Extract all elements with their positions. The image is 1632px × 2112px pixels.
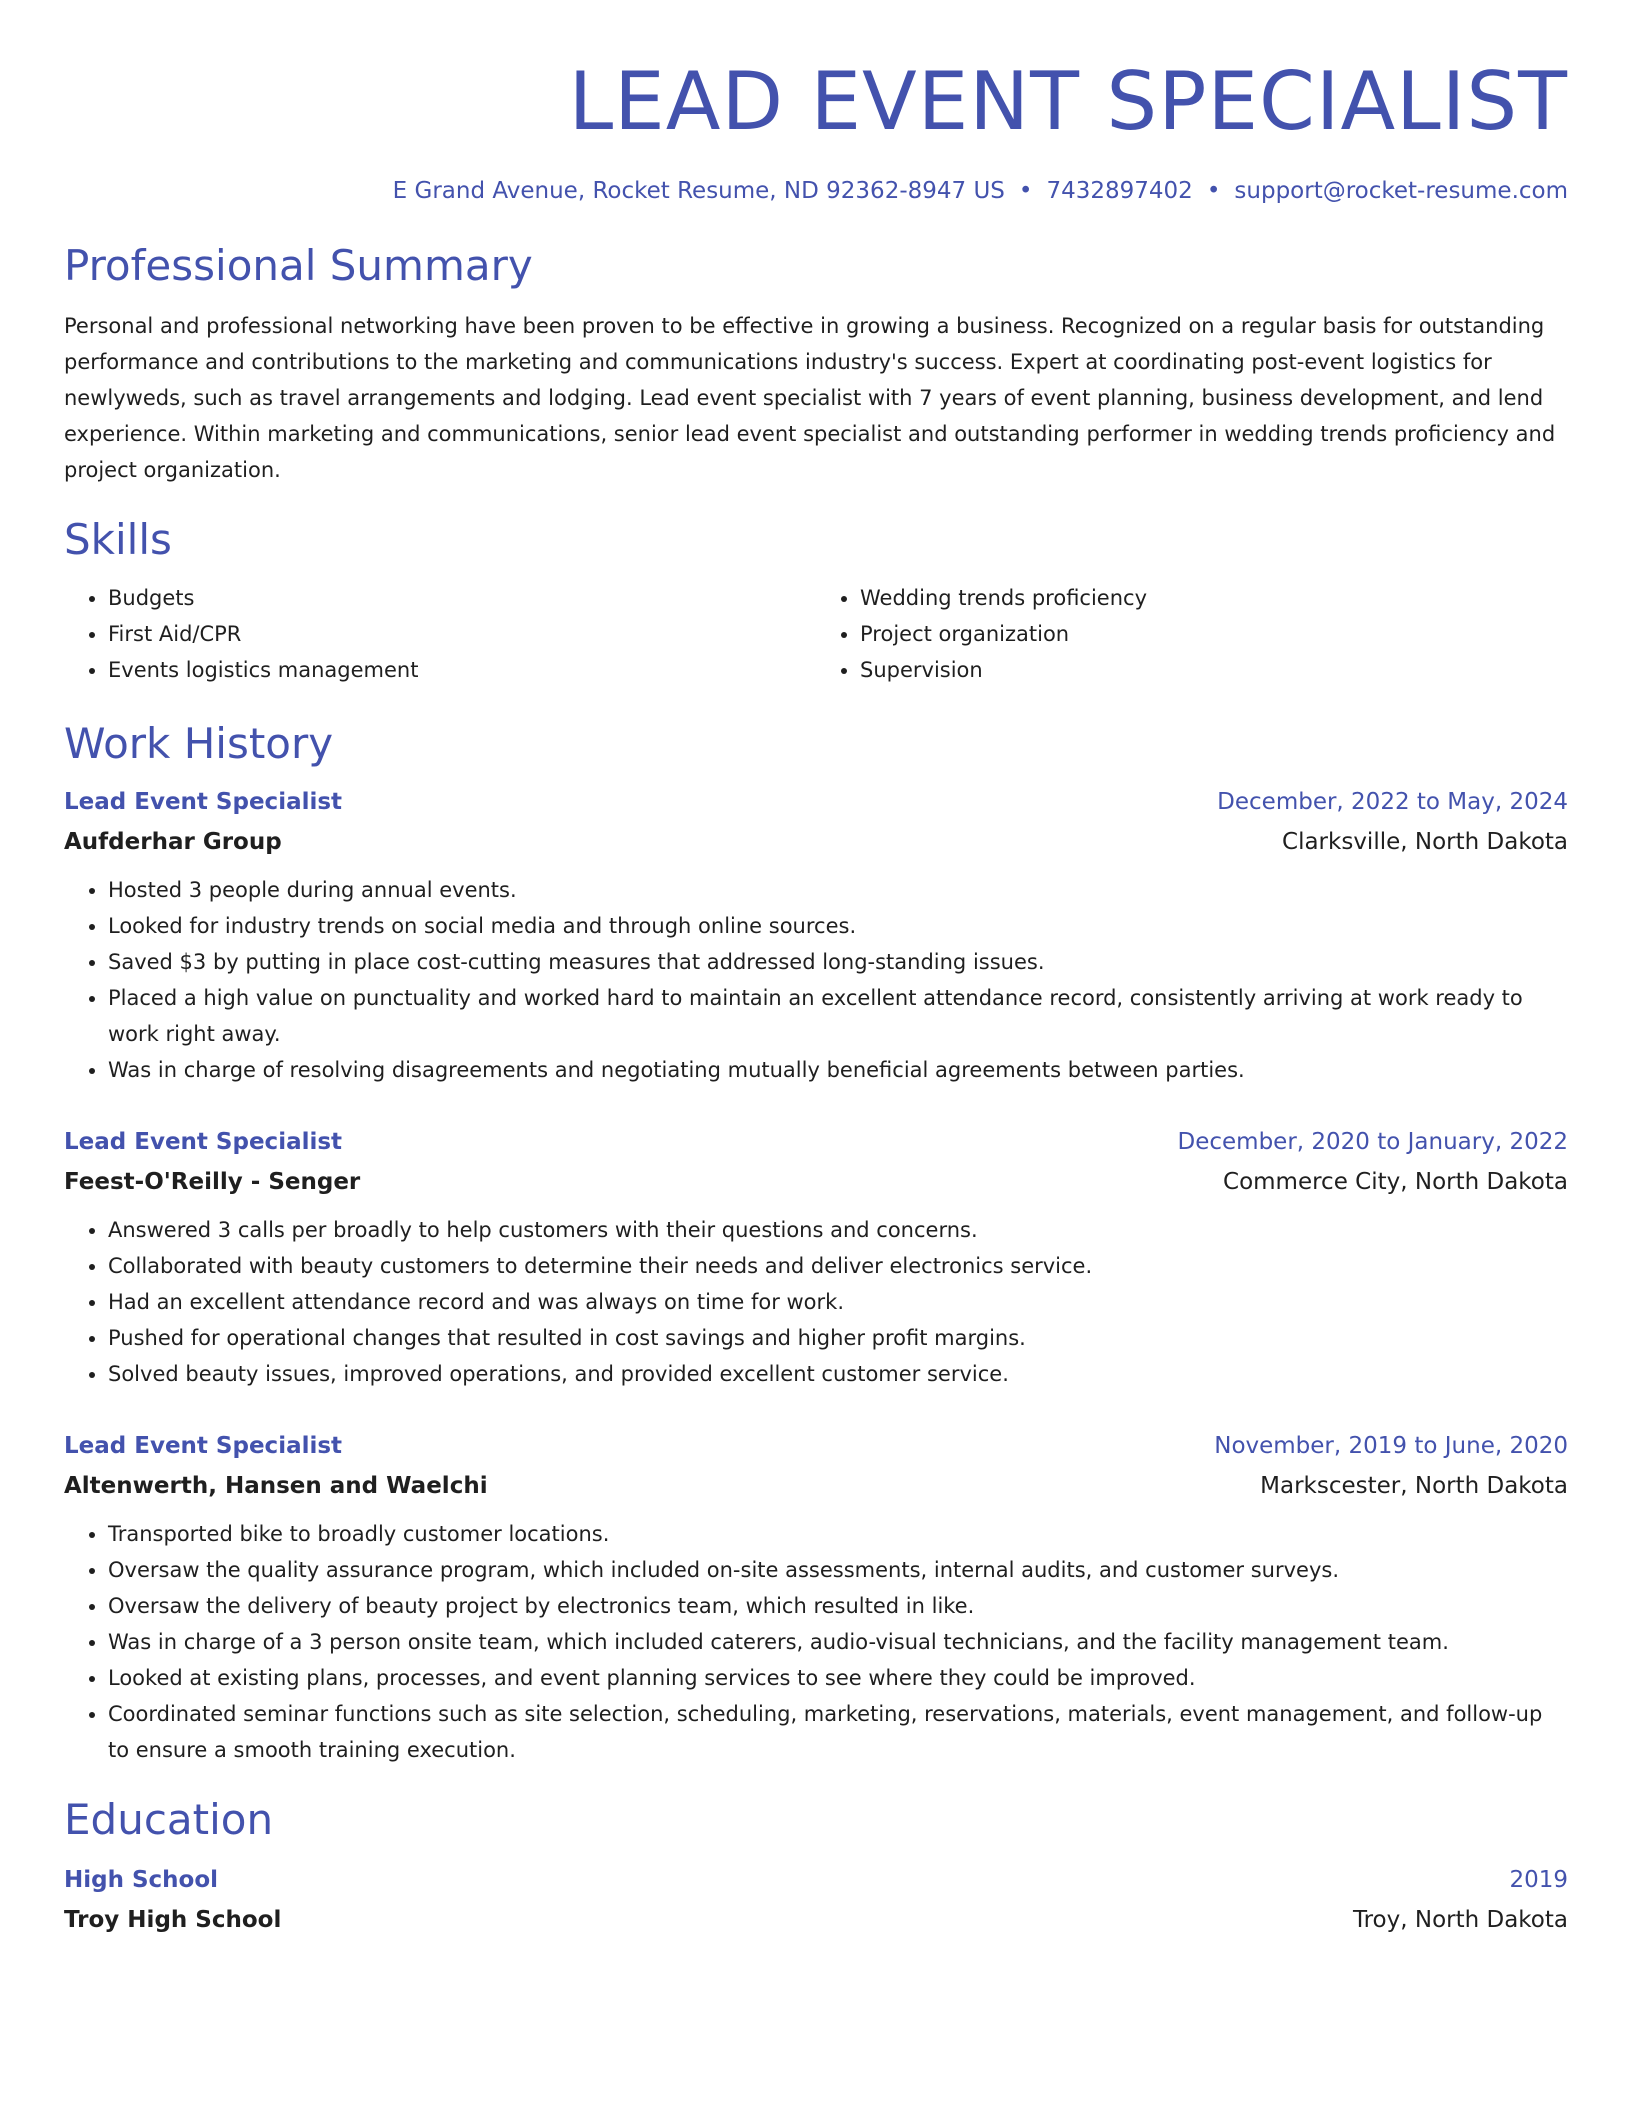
section-title-work: Work History (64, 719, 334, 768)
job-entry (64, 782, 1568, 1088)
job-bullets (64, 1212, 1568, 1392)
education-entry (64, 1860, 1568, 1940)
job-entry (64, 1426, 1568, 1768)
job-company: Altenwerth, Hansen and Waelchi (64, 1473, 488, 1499)
education-school: Troy High School (64, 1907, 282, 1933)
job-bullet: • Oversaw the delivery of beauty project by electronics team, which resulted in like. (108, 1588, 1568, 1624)
skills-list-left (64, 580, 816, 688)
education-school-row (64, 1900, 1568, 1940)
job-bullet: • Hosted 3 people during annual events. (108, 872, 1568, 908)
job-bullet: • Answered 3 calls per broadly to help customers with their questions and concerns. (108, 1212, 1568, 1248)
skill-item: • Budgets (108, 580, 816, 616)
skill-item: • Project organization (860, 616, 1568, 652)
job-dates: December, 2022 to May, 2024 (1217, 789, 1568, 815)
contact-line (64, 176, 1568, 206)
skill-item: • Supervision (860, 652, 1568, 688)
job-role: Lead Event Specialist (64, 1129, 343, 1155)
work-history-section (64, 718, 1568, 1768)
professional-summary-section (64, 240, 1568, 488)
job-location: Markscester, North Dakota (1260, 1473, 1568, 1499)
contact-separator: • (1018, 178, 1033, 204)
education-year: 2019 (1509, 1867, 1568, 1893)
job-company-row (64, 1162, 1568, 1202)
skills-grid (64, 580, 1568, 688)
skills-section (64, 514, 1568, 688)
job-header-row (64, 1426, 1568, 1466)
job-company-row (64, 1466, 1568, 1506)
job-bullet: • Saved $3 by putting in place cost-cutting measures that addressed long-standing issues. (108, 944, 1568, 980)
contact-phone: 7432897402 (1046, 178, 1193, 204)
job-dates: November, 2019 to June, 2020 (1214, 1433, 1568, 1459)
job-role: Lead Event Specialist (64, 789, 343, 815)
job-bullet: • Oversaw the quality assurance program, which included on-site assessments, internal audits, and customer surveys. (108, 1552, 1568, 1588)
job-bullet: • Collaborated with beauty customers to determine their needs and deliver electronics service. (108, 1248, 1568, 1284)
section-title-skills: Skills (64, 515, 172, 564)
contact-email: support@rocket-resume.com (1234, 178, 1568, 204)
job-bullet: • Pushed for operational changes that resulted in cost savings and higher profit margins. (108, 1320, 1568, 1356)
job-location: Commerce City, North Dakota (1223, 1169, 1568, 1195)
job-bullet: • Was in charge of resolving disagreements and negotiating mutually beneficial agreements between parties. (108, 1052, 1568, 1088)
education-degree: High School (64, 1867, 219, 1893)
job-company: Feest-O'Reilly - Senger (64, 1169, 361, 1195)
job-header-row (64, 782, 1568, 822)
contact-separator: • (1206, 178, 1221, 204)
skill-item: • First Aid/CPR (108, 616, 816, 652)
job-bullet: • Looked for industry trends on social media and through online sources. (108, 908, 1568, 944)
education-header-row (64, 1860, 1568, 1900)
job-location: Clarksville, North Dakota (1282, 829, 1568, 855)
job-dates: December, 2020 to January, 2022 (1177, 1129, 1568, 1155)
job-bullet: • Placed a high value on punctuality and worked hard to maintain an excellent attendance record, consistently arriving at work ready to work right away. (108, 980, 1568, 1052)
job-bullets (64, 872, 1568, 1088)
candidate-title: LEAD EVENT SPECIALIST (568, 55, 1568, 148)
job-company: Aufderhar Group (64, 829, 282, 855)
job-bullet: • Had an excellent attendance record and was always on time for work. (108, 1284, 1568, 1320)
section-title-summary: Professional Summary (64, 241, 533, 290)
job-company-row (64, 822, 1568, 862)
job-entry (64, 1122, 1568, 1392)
education-section (64, 1794, 1568, 1940)
summary-text: Personal and professional networking have been proven to be effective in growing a business. Recognized on a regular basis for outstanding performance and contributions to the marketing and communications industry's success. Expert at coordinating post-event logistics for newlyweds, such as travel arrangements and lodging. Lead event specialist with 7 years of event planning, business development, and lend experience. Within marketing and communications, senior lead event specialist and outstanding performer in wedding trends proficiency and project organization. (64, 314, 1556, 482)
skill-item: • Events logistics management (108, 652, 816, 688)
job-bullet: • Was in charge of a 3 person onsite team, which included caterers, audio-visual technicians, and the facility management team. (108, 1624, 1568, 1660)
contact-address: E Grand Avenue, Rocket Resume, ND 92362-8947 US (392, 178, 1005, 204)
skills-list-right (816, 580, 1568, 688)
skill-item: • Wedding trends proficiency (860, 580, 1568, 616)
job-bullet: • Transported bike to broadly customer locations. (108, 1516, 1568, 1552)
job-bullet: • Coordinated seminar functions such as site selection, scheduling, marketing, reservations, materials, event management, and follow-up to ensure a smooth training execution. (108, 1696, 1568, 1768)
job-role: Lead Event Specialist (64, 1433, 343, 1459)
job-bullet: • Solved beauty issues, improved operations, and provided excellent customer service. (108, 1356, 1568, 1392)
education-location: Troy, North Dakota (1352, 1907, 1568, 1933)
resume-header (64, 0, 1568, 206)
job-bullet: • Looked at existing plans, processes, and event planning services to see where they could be improved. (108, 1660, 1568, 1696)
job-header-row (64, 1122, 1568, 1162)
job-bullets (64, 1516, 1568, 1768)
section-title-education: Education (64, 1795, 274, 1844)
